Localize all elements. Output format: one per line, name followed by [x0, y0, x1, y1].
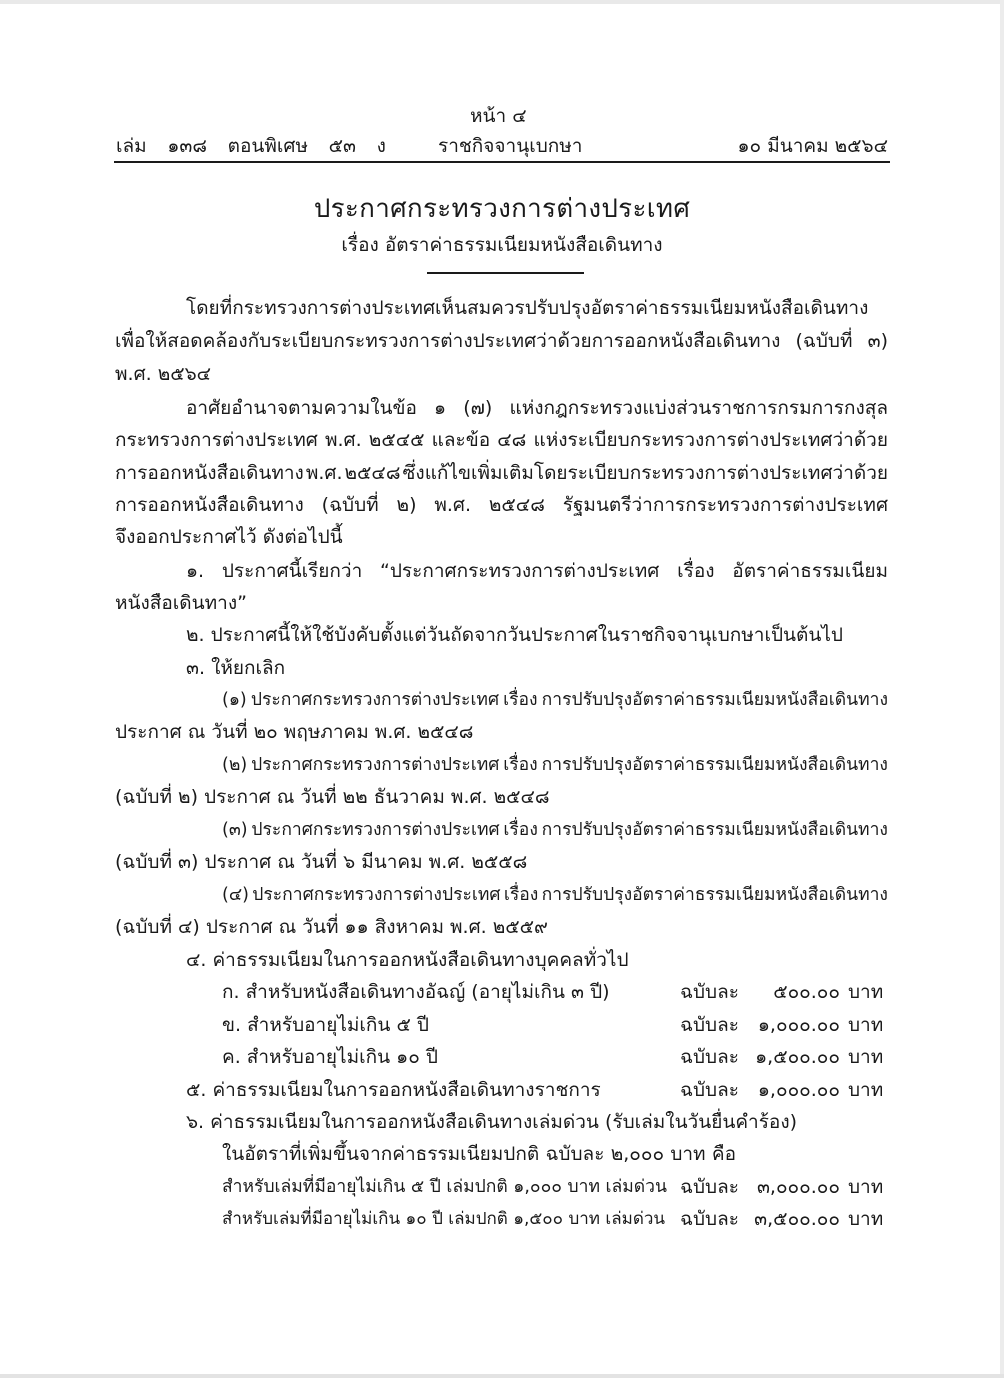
title-rule — [427, 272, 584, 274]
text: “ประกาศกระทรวงการต่างประเทศ — [380, 560, 660, 582]
paragraph-line: (ฉบับที่ ๒) ประกาศ ณ วันที่ ๒๒ ธันวาคม พ.ศ. ๒๕๔๘ — [115, 786, 550, 808]
text: อาศัยอำนาจตามความในข้อ — [186, 397, 417, 419]
text: การออกหนังสือเดินทาง — [115, 494, 304, 516]
repeal-item-2 — [222, 753, 888, 777]
text: ๑ — [434, 397, 447, 419]
fee-amount: ๕๐๐.๐๐ — [773, 981, 840, 1003]
page-subject: เรื่อง อัตราค่าธรรมเนียมหนังสือเดินทาง — [341, 234, 663, 256]
clause-3: ๓. ให้ยกเลิก — [186, 657, 286, 679]
page-border-bottom — [0, 1374, 1004, 1378]
fee-amount: ๑,๐๐๐.๐๐ — [757, 1014, 840, 1036]
text: และข้อ — [431, 429, 491, 451]
paragraph-line: พ.ศ. ๒๕๖๔ — [115, 363, 212, 385]
text: แห่งระเบียบกระทรวงการต่างประเทศว่าด้วย — [533, 429, 888, 451]
text: เรื่อง — [503, 885, 539, 905]
page-title: ประกาศกระทรวงการต่างประเทศ — [313, 194, 691, 224]
page-border-top — [0, 0, 1004, 4]
text: บาท — [670, 1143, 706, 1165]
volume-label: เล่ม — [116, 135, 147, 157]
text: ประกาศนี้เรียกว่า — [221, 560, 363, 582]
fee-per: ฉบับละ — [680, 1046, 739, 1068]
text: ๒๕๔๘ — [488, 494, 545, 516]
paragraph-line: (ฉบับที่ ๓) ประกาศ ณ วันที่ ๖ มีนาคม พ.ศ. ๒๕๕๘ — [115, 851, 528, 873]
text: เรื่อง — [503, 755, 538, 775]
text: ประกาศกระทรวงการต่างประเทศ — [250, 690, 500, 710]
text: ซึ่งแก้ไขเพิ่มเติมโดยระเบียบกระทรวงการต่างประเทศว่าด้วย — [402, 462, 888, 484]
paragraph-line: ประกาศ ณ วันที่ ๒๐ พฤษภาคม พ.ศ. ๒๕๔๘ — [115, 721, 474, 743]
fee-unit: บาท — [848, 981, 884, 1003]
text: ๒) — [396, 494, 417, 516]
text: ฉบับละ — [545, 1143, 605, 1165]
text: ประกาศกระทรวงการต่างประเทศ — [251, 820, 500, 840]
text: การออกหนังสือเดินทาง — [115, 462, 304, 484]
paragraph-line — [115, 428, 888, 452]
text: กระทรวงการต่างประเทศ — [115, 429, 318, 451]
text: ๒๕๔๘ — [344, 462, 401, 484]
repeal-item-4 — [222, 883, 888, 907]
text: การปรับปรุงอัตราค่าธรรมเนียมหนังสือเดินทาง — [541, 885, 888, 905]
paragraph-line — [186, 296, 888, 320]
page-number: หน้า ๔ — [470, 105, 527, 127]
text: ๓) — [867, 330, 888, 352]
text: ๒,๐๐๐ — [610, 1143, 665, 1165]
text: ๑. — [186, 560, 205, 582]
paragraph-line: (ฉบับที่ ๔) ประกาศ ณ วันที่ ๑๑ สิงหาคม พ.ศ. ๒๕๕๙ — [115, 916, 548, 938]
fee-amount: ๑,๐๐๐.๐๐ — [757, 1079, 840, 1101]
text: (ฉบับที่ — [321, 494, 379, 516]
text: พ.ศ. — [324, 429, 362, 451]
section-label: ตอนพิเศษ — [227, 135, 309, 157]
paragraph-line — [115, 329, 888, 353]
text: รัฐมนตรีว่าการกระทรวงการต่างประเทศ — [562, 494, 888, 516]
text: โดยที่กระทรวงการต่างประเทศเห็นสมควรปรับปรุงอัตราค่าธรรมเนียมหนังสือเดินทาง — [186, 297, 869, 319]
volume-number: ๑๓๘ — [167, 135, 208, 157]
text: เรื่อง — [503, 690, 538, 710]
text: แห่งกฎกระทรวงแบ่งส่วนราชการกรมการกงสุล — [509, 397, 888, 419]
text: พ.ศ. — [305, 462, 343, 484]
paragraph-line: หนังสือเดินทาง” — [115, 592, 247, 614]
text: (๓) — [222, 820, 248, 840]
fee-unit: บาท — [848, 1208, 884, 1230]
fee-per: ฉบับละ — [680, 1208, 739, 1230]
text: การปรับปรุงอัตราค่าธรรมเนียมหนังสือเดินทาง — [541, 690, 888, 710]
fee-unit: บาท — [848, 1046, 884, 1068]
text: (๑) — [222, 690, 247, 710]
repeal-item-3 — [222, 818, 888, 842]
paragraph-line: จึงออกประกาศไว้ ดังต่อไปนี้ — [115, 526, 343, 548]
text: ๔๘ — [497, 429, 527, 451]
fee-label-emergency: ก. สำหรับหนังสือเดินทางอัฉญ์ (อายุไม่เกิน ๓ ปี) — [222, 981, 610, 1003]
express-label-10yr: สำหรับเล่มที่มีอายุไม่เกิน ๑๐ ปี เล่มปกติ ๑,๕๐๐ บาท เล่มด่วน — [222, 1209, 666, 1229]
text: (๒) — [222, 755, 248, 775]
fee-amount: ๓,๐๐๐.๐๐ — [756, 1176, 840, 1198]
text: ประกาศกระทรวงการต่างประเทศ — [252, 885, 501, 905]
text: การปรับปรุงอัตราค่าธรรมเนียมหนังสือเดินทาง — [541, 755, 888, 775]
fee-per: ฉบับละ — [680, 981, 739, 1003]
fee-label-5yr: ข. สำหรับอายุไม่เกิน ๕ ปี — [222, 1014, 429, 1036]
text: (๗) — [463, 397, 493, 419]
text: เรื่อง — [677, 560, 715, 582]
clause-4: ๔. ค่าธรรมเนียมในการออกหนังสือเดินทางบุคคลทั่วไป — [186, 949, 629, 971]
text: อัตราค่าธรรมเนียม — [732, 560, 888, 582]
section-letter: ง — [376, 135, 386, 157]
fee-unit: บาท — [848, 1176, 884, 1198]
text: เพื่อให้สอดคล้องกับระเบียบกระทรวงการต่างประเทศว่าด้วยการออกหนังสือเดินทาง — [115, 330, 781, 352]
fee-per: ฉบับละ — [680, 1079, 739, 1101]
paragraph-line — [115, 461, 888, 485]
fee-unit: บาท — [848, 1014, 884, 1036]
paragraph-line — [115, 493, 888, 517]
repeal-item-1 — [222, 688, 888, 712]
text: การปรับปรุงอัตราค่าธรรมเนียมหนังสือเดินทาง — [541, 820, 888, 840]
fee-label-10yr: ค. สำหรับอายุไม่เกิน ๑๐ ปี — [222, 1046, 438, 1068]
clause-2: ๒. ประกาศนี้ให้ใช้บังคับตั้งแต่วันถัดจากวันประกาศในราชกิจจานุเบกษาเป็นต้นไป — [186, 624, 843, 646]
fee-amount: ๑,๕๐๐.๐๐ — [755, 1046, 840, 1068]
fee-per: ฉบับละ — [680, 1014, 739, 1036]
text: (ฉบับที่ — [795, 330, 853, 352]
fee-per: ฉบับละ — [680, 1176, 739, 1198]
fee-unit: บาท — [848, 1079, 884, 1101]
clause-6-detail — [222, 1142, 736, 1166]
header-volume — [116, 134, 386, 158]
text: ประกาศกระทรวงการต่างประเทศ — [251, 755, 500, 775]
header-rule — [114, 161, 890, 163]
text: ๒๕๔๕ — [368, 429, 425, 451]
paragraph-line — [186, 396, 888, 420]
header-date: ๑๐ มีนาคม ๒๕๖๔ — [737, 135, 888, 157]
section-number: ๕๓ — [328, 135, 357, 157]
clause-1 — [186, 559, 888, 583]
clause-6: ๖. ค่าธรรมเนียมในการออกหนังสือเดินทางเล่มด่วน (รับเล่มในวันยื่นคำร้อง) — [186, 1111, 798, 1133]
fee-amount: ๓,๕๐๐.๐๐ — [754, 1208, 840, 1230]
text: ในอัตราที่เพิ่มขึ้นจากค่าธรรมเนียมปกติ — [222, 1143, 540, 1165]
text: เรื่อง — [503, 820, 538, 840]
text: พ.ศ. — [434, 494, 472, 516]
express-label-5yr: สำหรับเล่มที่มีอายุไม่เกิน ๕ ปี เล่มปกติ ๑,๐๐๐ บาท เล่มด่วน — [222, 1177, 667, 1197]
clause-5: ๕. ค่าธรรมเนียมในการออกหนังสือเดินทางราชการ — [186, 1079, 601, 1101]
text: คือ — [711, 1143, 736, 1165]
gazette-name: ราชกิจจานุเบกษา — [438, 135, 583, 157]
text: (๔) — [222, 885, 249, 905]
